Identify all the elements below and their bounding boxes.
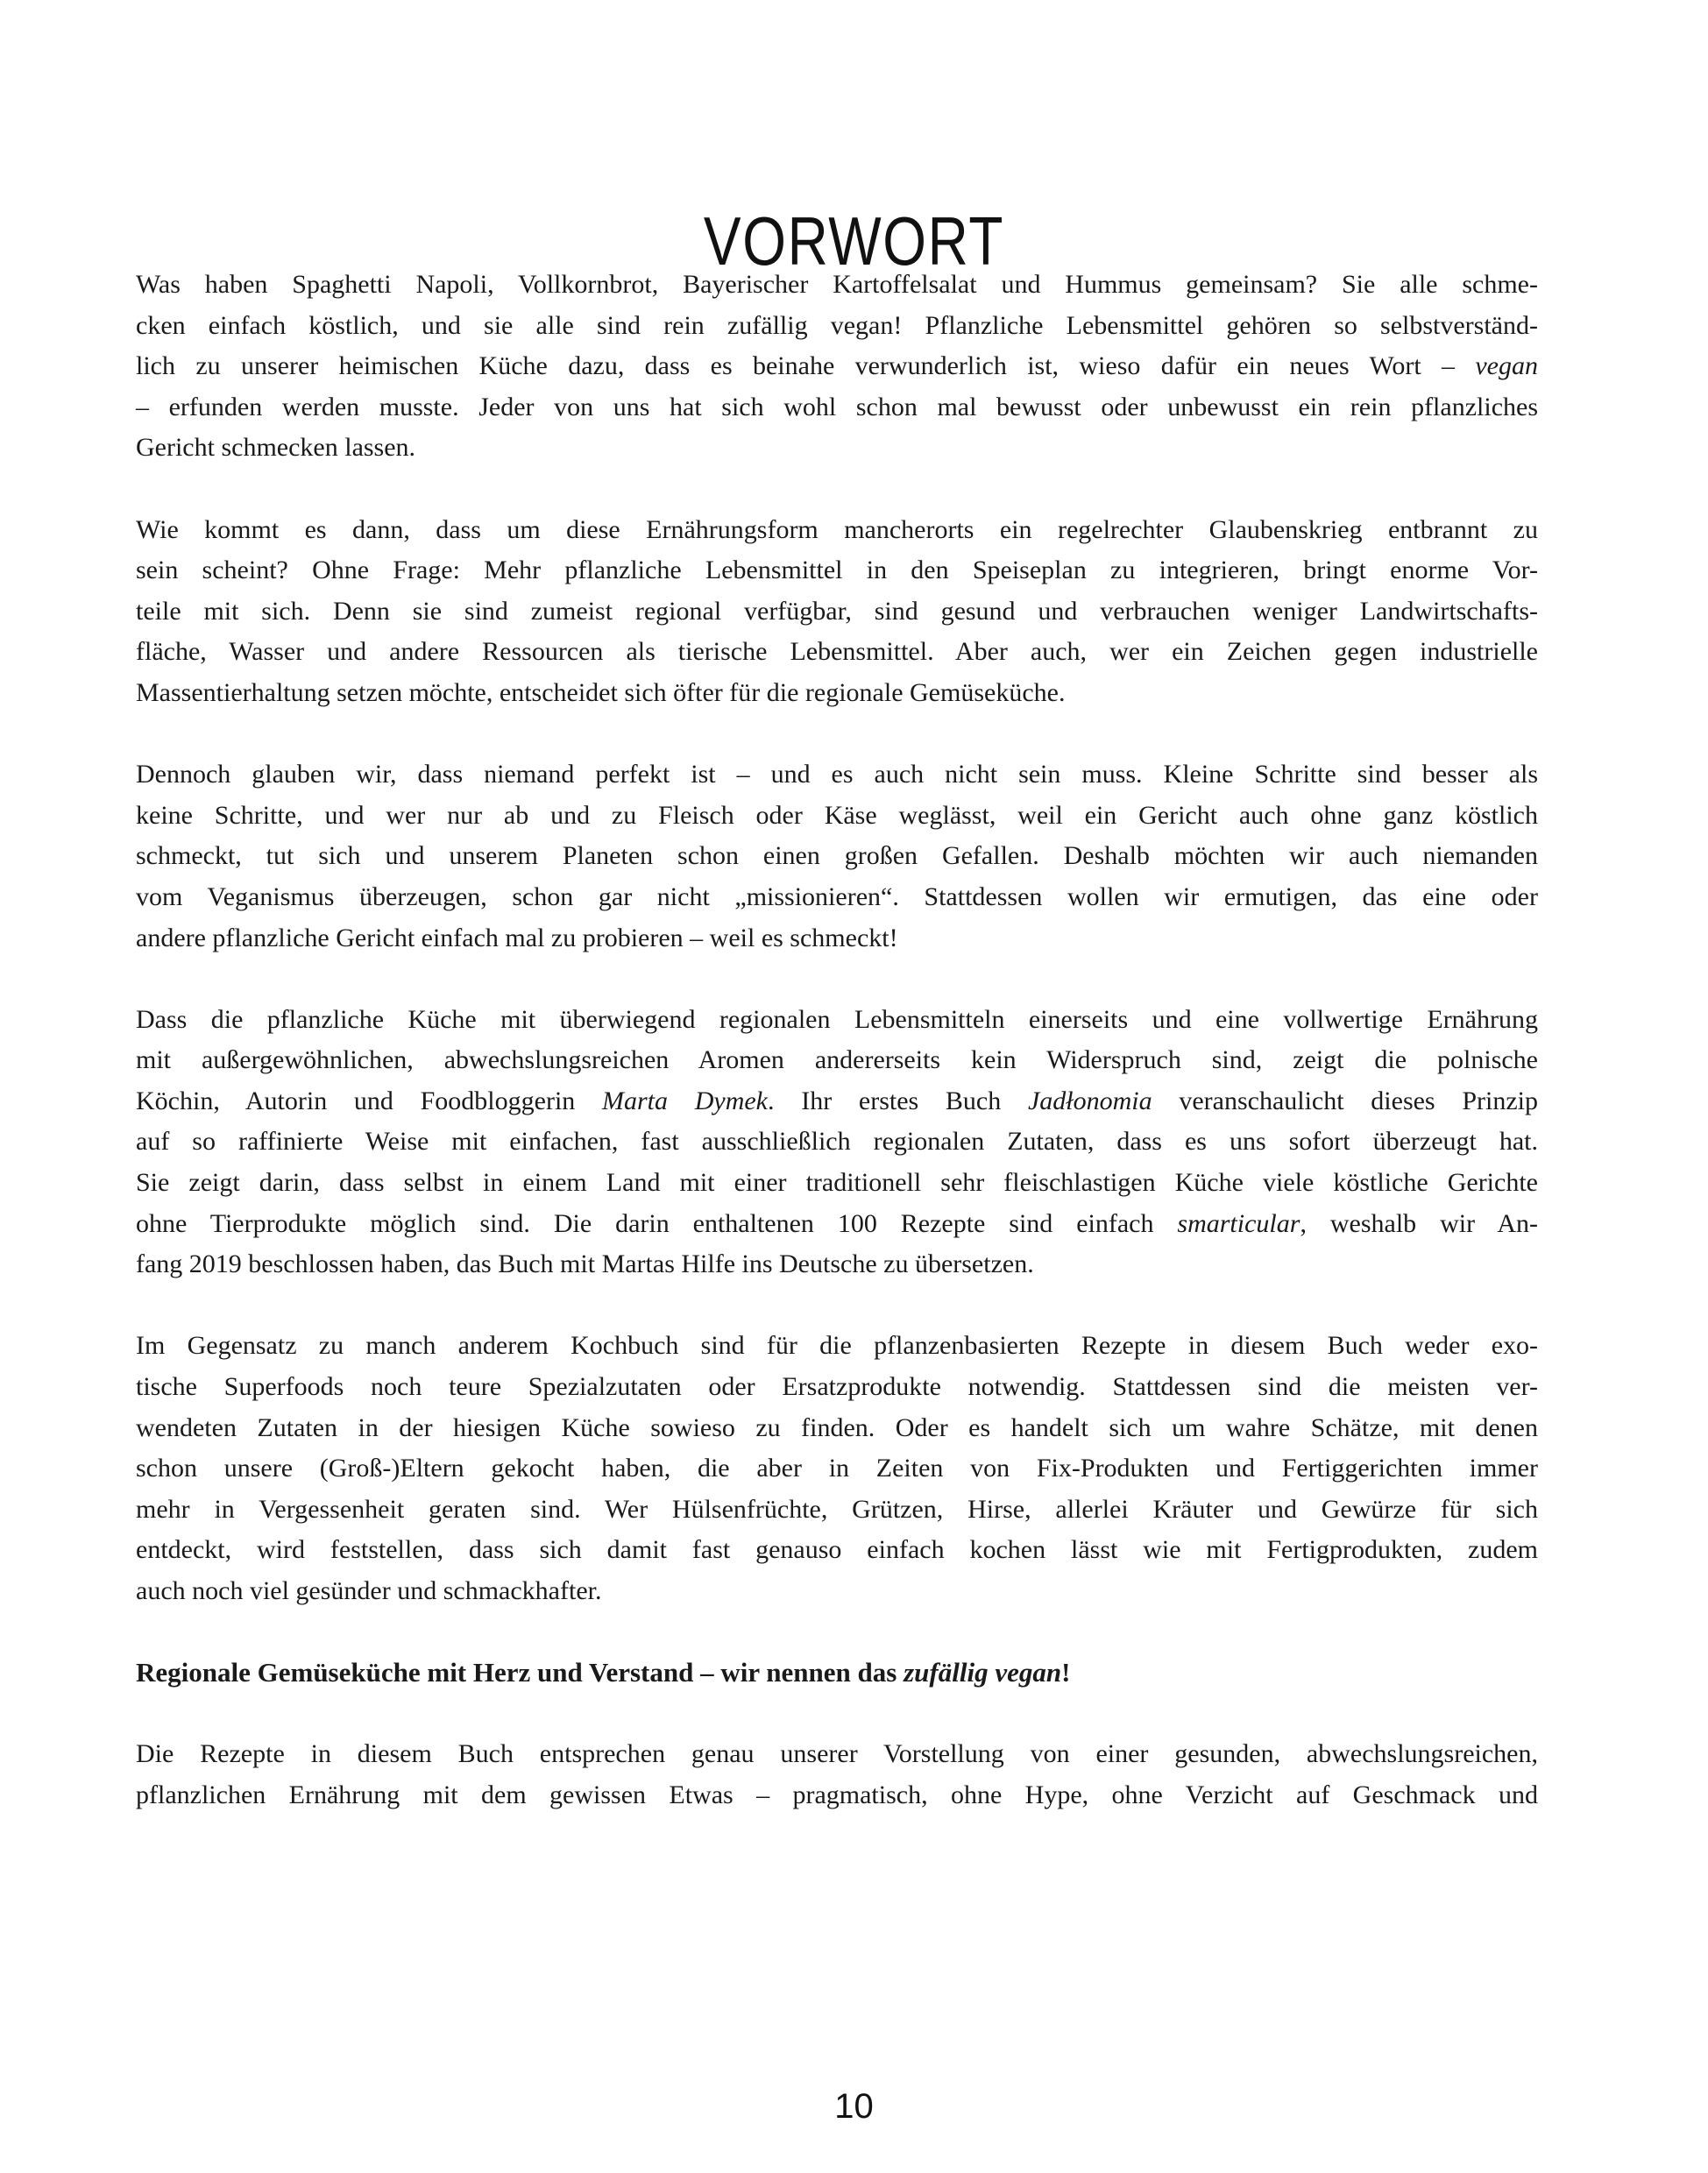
text-line xyxy=(136,1530,1538,1571)
text-run: mit außergewöhnlichen, abwechslungsreichen Aromen andererseits kein Widerspruch sind, zeigt die polnische xyxy=(136,1045,1538,1075)
text-run: fang 2019 beschlossen haben, das Buch mit Martas Hilfe ins Deutsche zu übersetzen. xyxy=(136,1249,1034,1279)
text-run: lich zu unserer heimischen Küche dazu, dass es beinahe verwunderlich ist, wieso dafür ein neues Wort – xyxy=(136,351,1476,381)
paragraph-spacer xyxy=(136,1285,1538,1327)
text-line xyxy=(136,1244,1538,1285)
text-run: – erfunden werden musste. Jeder von uns hat sich wohl schon mal bewusst oder unbewusst ein rein pflanzliches xyxy=(136,392,1538,421)
text-run: Köchin, Autorin und Foodbloggerin xyxy=(136,1086,602,1115)
text-line xyxy=(136,673,1538,714)
italic-text: zufällig vegan xyxy=(904,1657,1062,1688)
text-run: auch noch viel gesünder und schmackhafter. xyxy=(136,1576,602,1605)
text-line xyxy=(136,1571,1538,1612)
text-run: fläche, Wasser und andere Ressourcen als tierische Lebensmittel. Aber auch, wer ein Zeichen gegen industrielle xyxy=(136,637,1538,667)
text-line xyxy=(136,1000,1538,1041)
text-run: Im Gegensatz zu manch anderem Kochbuch sind für die pflanzenbasierten Rezepte in diesem Buch weder exo- xyxy=(136,1331,1538,1361)
text-run: schon unsere (Groß-)Eltern gekocht haben, die aber in Zeiten von Fix-Produkten und Fertiggerichten immer xyxy=(136,1454,1538,1483)
page-number: 10 xyxy=(834,2087,874,2126)
text-line xyxy=(136,836,1538,877)
text-line xyxy=(136,877,1538,918)
text-run: wendeten Zutaten in der hiesigen Küche sowieso zu finden. Oder es handelt sich um wahre Schätze, mit denen xyxy=(136,1412,1538,1442)
text-run: sein scheint? Ohne Frage: Mehr pflanzliche Lebensmittel in den Speiseplan zu integrieren, bringt enorme Vor- xyxy=(136,556,1538,585)
text-line xyxy=(136,1326,1538,1367)
text-line xyxy=(136,1367,1538,1408)
text-line xyxy=(136,1775,1538,1816)
italic-text: vegan xyxy=(1475,351,1538,381)
text-line xyxy=(136,428,1538,469)
text-run: Wie kommt es dann, dass um diese Ernährungsform mancherorts ein regelrechter Glaubenskrieg entbrannt zu xyxy=(136,514,1538,544)
text-run: vom Veganismus überzeugen, schon gar nicht „missionieren“. Stattdessen wollen wir ermutigen, das eine oder xyxy=(136,881,1538,911)
text-run: entdeckt, wird feststellen, dass sich damit fast genauso einfach kochen lässt wie mit Fertigprodukten, zudem xyxy=(136,1535,1538,1565)
text-line xyxy=(136,591,1538,633)
text-run: mehr in Vergessenheit geraten sind. Wer Hülsenfrüchte, Grützen, Hirse, allerlei Kräuter und Gewürze für sich xyxy=(136,1494,1538,1524)
paragraph-spacer xyxy=(136,714,1538,755)
text-line xyxy=(136,1204,1538,1245)
text-run: auf so raffinierte Weise mit einfachen, fast ausschließlich regionalen Zutaten, dass es uns sofort überzeugt hat. xyxy=(136,1127,1538,1157)
text-line xyxy=(136,387,1538,428)
text-run: tische Superfoods noch teure Spezialzutaten oder Ersatzprodukte notwendig. Stattdessen sind die meisten ver- xyxy=(136,1372,1538,1402)
paragraph xyxy=(136,510,1538,714)
document-body xyxy=(136,265,1538,1816)
paragraph-spacer xyxy=(136,1694,1538,1735)
text-line xyxy=(136,1163,1538,1204)
text-run: Was haben Spaghetti Napoli, Vollkornbrot, Bayerischer Kartoffelsalat und Hummus gemeinsam? Sie alle schme- xyxy=(136,270,1538,299)
text-line xyxy=(136,1081,1538,1122)
text-run: Die Rezepte in diesem Buch entsprechen genau unserer Vorstellung von einer gesunden, abwechslungsreichen, xyxy=(136,1739,1538,1769)
text-line xyxy=(136,796,1538,837)
paragraph xyxy=(136,1734,1538,1816)
paragraph xyxy=(136,265,1538,469)
text-run: Dennoch glauben wir, dass niemand perfekt ist – und es auch nicht sein muss. Kleine Schritte sind besser als xyxy=(136,760,1538,789)
text-line xyxy=(136,1490,1538,1531)
text-run: , weshalb wir An- xyxy=(1300,1208,1539,1238)
text-line xyxy=(136,346,1538,387)
text-line xyxy=(136,632,1538,673)
paragraph xyxy=(136,1326,1538,1611)
text-line xyxy=(136,550,1538,591)
text-line xyxy=(136,1734,1538,1775)
text-line xyxy=(136,510,1538,551)
paragraph-spacer xyxy=(136,469,1538,510)
italic-text: Jadłonomia xyxy=(1027,1086,1152,1115)
text-line xyxy=(136,754,1538,796)
text-run: Dass die pflanzliche Küche mit überwiegend regionalen Lebensmitteln einerseits und eine vollwertige Ernährung xyxy=(136,1004,1538,1034)
paragraph xyxy=(136,754,1538,959)
text-run: veranschaulicht dieses Prinzip xyxy=(1152,1086,1538,1115)
italic-text: smarticular xyxy=(1177,1208,1300,1238)
paragraph-spacer xyxy=(136,959,1538,1000)
text-run: schmeckt, tut sich und unserem Planeten schon einen großen Gefallen. Deshalb möchten wir auch niemanden xyxy=(136,841,1538,871)
text-line xyxy=(136,1122,1538,1163)
text-line xyxy=(136,918,1538,959)
section-heading xyxy=(136,1653,1538,1694)
text-run: keine Schritte, und wer nur ab und zu Fleisch oder Käse weglässt, weil ein Gericht auch ohne ganz köstlich xyxy=(136,800,1538,830)
text-line xyxy=(136,1448,1538,1490)
text-line xyxy=(136,265,1538,306)
text-line xyxy=(136,1040,1538,1081)
text-run: . Ihr erstes Buch xyxy=(768,1086,1028,1115)
paragraph-spacer xyxy=(136,1612,1538,1653)
text-run: pflanzlichen Ernährung mit dem gewissen Etwas – pragmatisch, ohne Hype, ohne Verzicht auf Geschmack und xyxy=(136,1780,1538,1809)
text-run: Gericht schmecken lassen. xyxy=(136,433,416,463)
text-line xyxy=(136,1653,1538,1694)
italic-text: Marta Dymek xyxy=(602,1086,768,1115)
text-run: Regionale Gemüseküche mit Herz und Verstand – wir nennen das xyxy=(136,1657,904,1688)
text-run: ! xyxy=(1061,1657,1071,1688)
paragraph xyxy=(136,1000,1538,1285)
text-run: Massentierhaltung setzen möchte, entscheidet sich öfter für die regionale Gemüseküche. xyxy=(136,677,1066,707)
text-run: Sie zeigt darin, dass selbst in einem Land mit einer traditionell sehr fleischlastigen Küche viele köstliche Gerichte xyxy=(136,1168,1538,1198)
text-run: andere pflanzliche Gericht einfach mal zu probieren – weil es schmeckt! xyxy=(136,923,898,952)
text-line xyxy=(136,1408,1538,1449)
page-title: VORWORT xyxy=(703,202,1005,280)
text-run: cken einfach köstlich, und sie alle sind rein zufällig vegan! Pflanzliche Lebensmittel gehören so selbstverständ- xyxy=(136,310,1538,340)
text-run: teile mit sich. Denn sie sind zumeist regional verfügbar, sind gesund und verbrauchen weniger Landwirtschafts- xyxy=(136,596,1538,626)
text-line xyxy=(136,306,1538,347)
text-run: ohne Tierprodukte möglich sind. Die darin enthaltenen 100 Rezepte sind einfach xyxy=(136,1208,1178,1238)
